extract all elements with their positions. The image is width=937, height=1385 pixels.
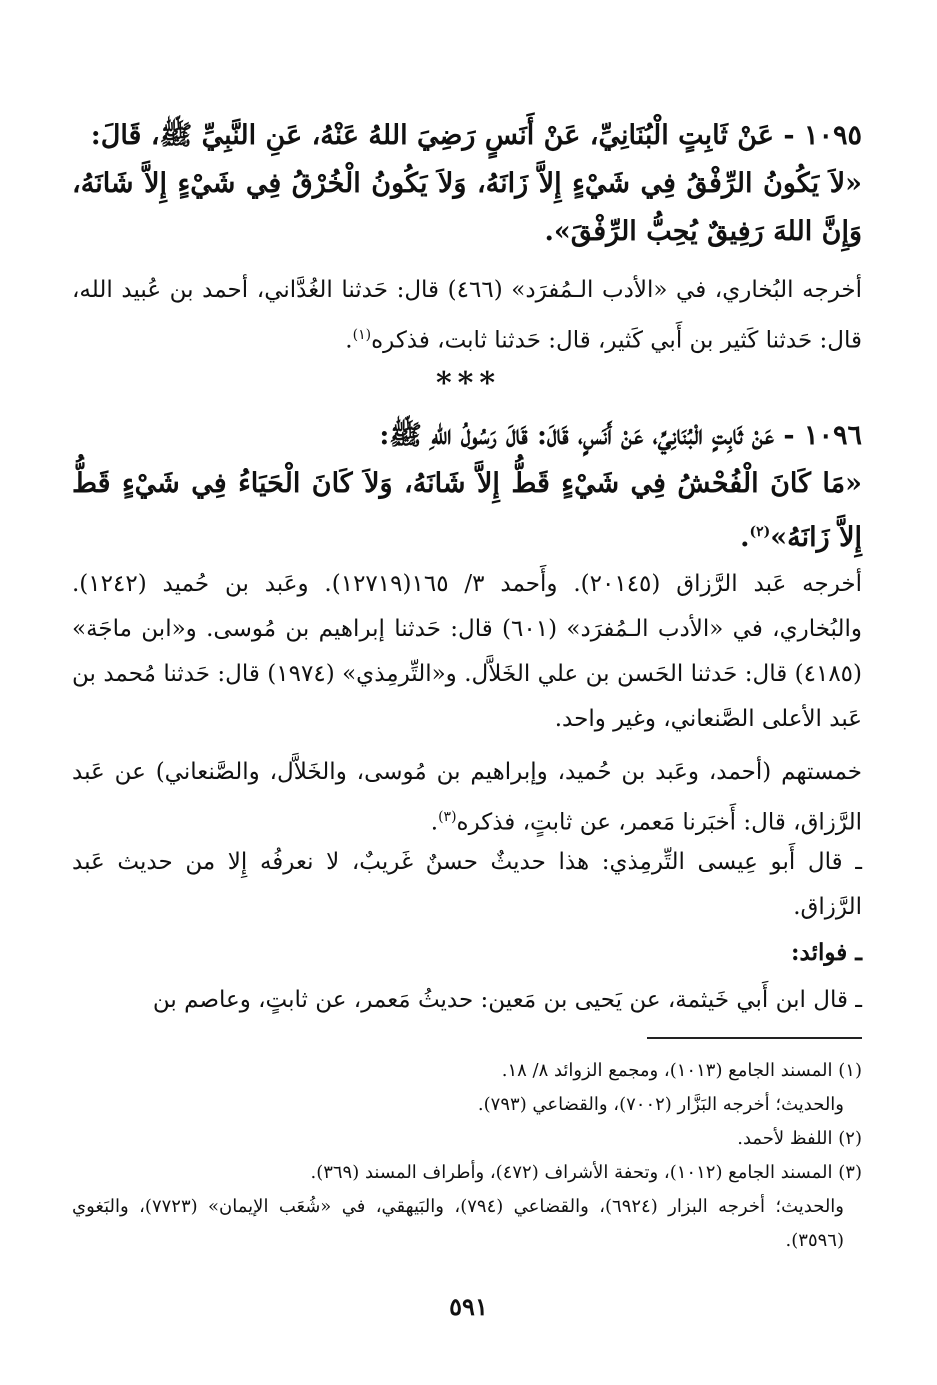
hadith-1096-heading: ١٠٩٦ - عَنْ ثَابِتٍ الْبُنَانِيِّ، عَنْ أَنَسٍ، قَالَ: قَالَ رَسُولُ اللهِ ﷺ: bbox=[379, 420, 862, 451]
hadith-1096-chain: خمستهم (أحمد، وعَبد بن حُميد، وإبراهيم بن مُوسى، والخَلاَّل، والصَّنعاني) عن عَبد الرَّزاق، قال: أَخبَرنا مَعمر، عن ثابتٍ، فذكره$^{(٣)}$. bbox=[72, 759, 862, 836]
hadith-1096-takhrij: أخرجه عَبد الرَّزاق (٢٠١٤٥). وأَحمد ٣/ ١٦٥(١٢٧١٩). وعَبد بن حُميد (١٢٤٢). والبُخاري، في «الأدب الـمُفرَد» (٦٠١) قال: حَدثنا إبراهيم بن مُوسى. و«ابن ماجَة» (٤١٨٥) قال: حَدثنا الحَسن بن علي الخَلاَّل. و«التِّرمِذي» (١٩٧٤) قال: حَدثنا مُحمد بن عَبد الأعلى الصَّنعاني، وغير واحد. bbox=[72, 571, 863, 732]
hadith-1095 bbox=[72, 112, 862, 256]
hadith-1096-matn: «مَا كَانَ الْفُحْشُ فِي شَيْءٍ قَطُّ إِلاَّ شَانَهُ، وَلاَ كَانَ الْحَيَاءُ فِي شَيْءٍ قَطُّ إِلاَّ زَانَهُ»$^{(٢)}$. bbox=[72, 468, 862, 553]
footnote-ref-3: (٣) bbox=[438, 809, 457, 825]
footnote-ref-2: (٢) bbox=[749, 524, 771, 540]
hadith-1095-matn: «لاَ يَكُونُ الرِّفْقُ فِي شَيْءٍ إِلاَّ زَانَهُ، وَلاَ يَكُونُ الْخُرْقُ فِي شَيْءٍ إِلاَّ شَانَهُ، وَإِنَّ اللهَ رَفِيقٌ يُحِبُّ الرِّفْقَ». bbox=[72, 168, 862, 247]
footnotes bbox=[72, 1054, 862, 1258]
footnote-ref-1: (١) bbox=[352, 327, 372, 343]
section-separator: *** bbox=[435, 366, 502, 401]
footnote-2: (٢) اللفظ لأحمد. bbox=[737, 1128, 862, 1149]
hadith-1095-takhrij: أخرجه البُخاري، في «الأدب الـمُفرَد» (٤٦٦) قال: حَدثنا الغُدَّاني، أحمد بن عُبيد الله، قال: حَدثنا كَثير بن أَبي كَثير، قال: حَدثنا ثابت، فذكره$^{(١)}$. bbox=[72, 277, 862, 354]
page-number: ٥٩١ bbox=[449, 1292, 488, 1321]
takhrij-text: أخرجه البُخاري، في «الأدب الـمُفرَد» (٤٦٦) قال: حَدثنا الغُدَّاني، أحمد بن عُبيد الله، قال: حَدثنا كَثير بن أَبي كَثير، قال: حَدثنا ثابت، فذكره bbox=[72, 277, 862, 354]
hadith-1096 bbox=[72, 412, 862, 562]
footnote-3-continued: والحديث؛ أخرجه البزار (٦٩٢٤)، والقضاعي (٧٩٤)، والبَيهقي، في «شُعَب الإيمان» (٧٧٢٣)، والبَغوي (٣٥٩٦). bbox=[72, 1196, 845, 1251]
footnote-3: (٣) المسند الجامع (١٠١٢)، وتحفة الأشراف (٤٧٢)، وأطراف المسند (٣٦٩). bbox=[310, 1162, 862, 1183]
tirmidhi-comment: ـ قال أَبو عِيسى التِّرمِذي: هذا حديثٌ حسنٌ غَريبٌ، لا نعرفُه إِلا من حديث عَبد الرَّزاق. bbox=[72, 849, 862, 920]
fawaid-text: ـ قال ابن أَبي خَيثمة، عن يَحيى بن مَعين: حديثُ مَعمر، عن ثابتٍ، وعاصم بن bbox=[152, 987, 862, 1013]
chain-text: خمستهم (أحمد، وعَبد بن حُميد، وإبراهيم بن مُوسى، والخَلاَّل، والصَّنعاني) عن عَبد الرَّزاق، قال: أَخبَرنا مَعمر، عن ثابتٍ، فذكره bbox=[72, 759, 862, 836]
footnote-1: (١) المسند الجامع (١٠١٣)، ومجمع الزوائد ٨/ ١٨. bbox=[501, 1060, 862, 1081]
footnote-1-continued: والحديث؛ أخرجه البَزَّار (٧٠٠٢)، والقضاعي (٧٩٣). bbox=[477, 1094, 844, 1115]
matn-text: «مَا كَانَ الْفُحْشُ فِي شَيْءٍ قَطُّ إِلاَّ شَانَهُ، وَلاَ كَانَ الْحَيَاءُ فِي شَيْءٍ قَطُّ إِلاَّ زَانَهُ» bbox=[72, 468, 862, 553]
fawaid-label: ـ فوائد: bbox=[791, 939, 862, 966]
hadith-1095-heading: ١٠٩٥ - عَنْ ثَابِتٍ الْبُنَانِيِّ، عَنْ أَنَسٍ رَضِيَ اللهُ عَنْهُ، عَنِ النَّبِيِّ ﷺ، قَالَ: bbox=[90, 120, 862, 151]
footnote-divider bbox=[647, 1037, 862, 1039]
